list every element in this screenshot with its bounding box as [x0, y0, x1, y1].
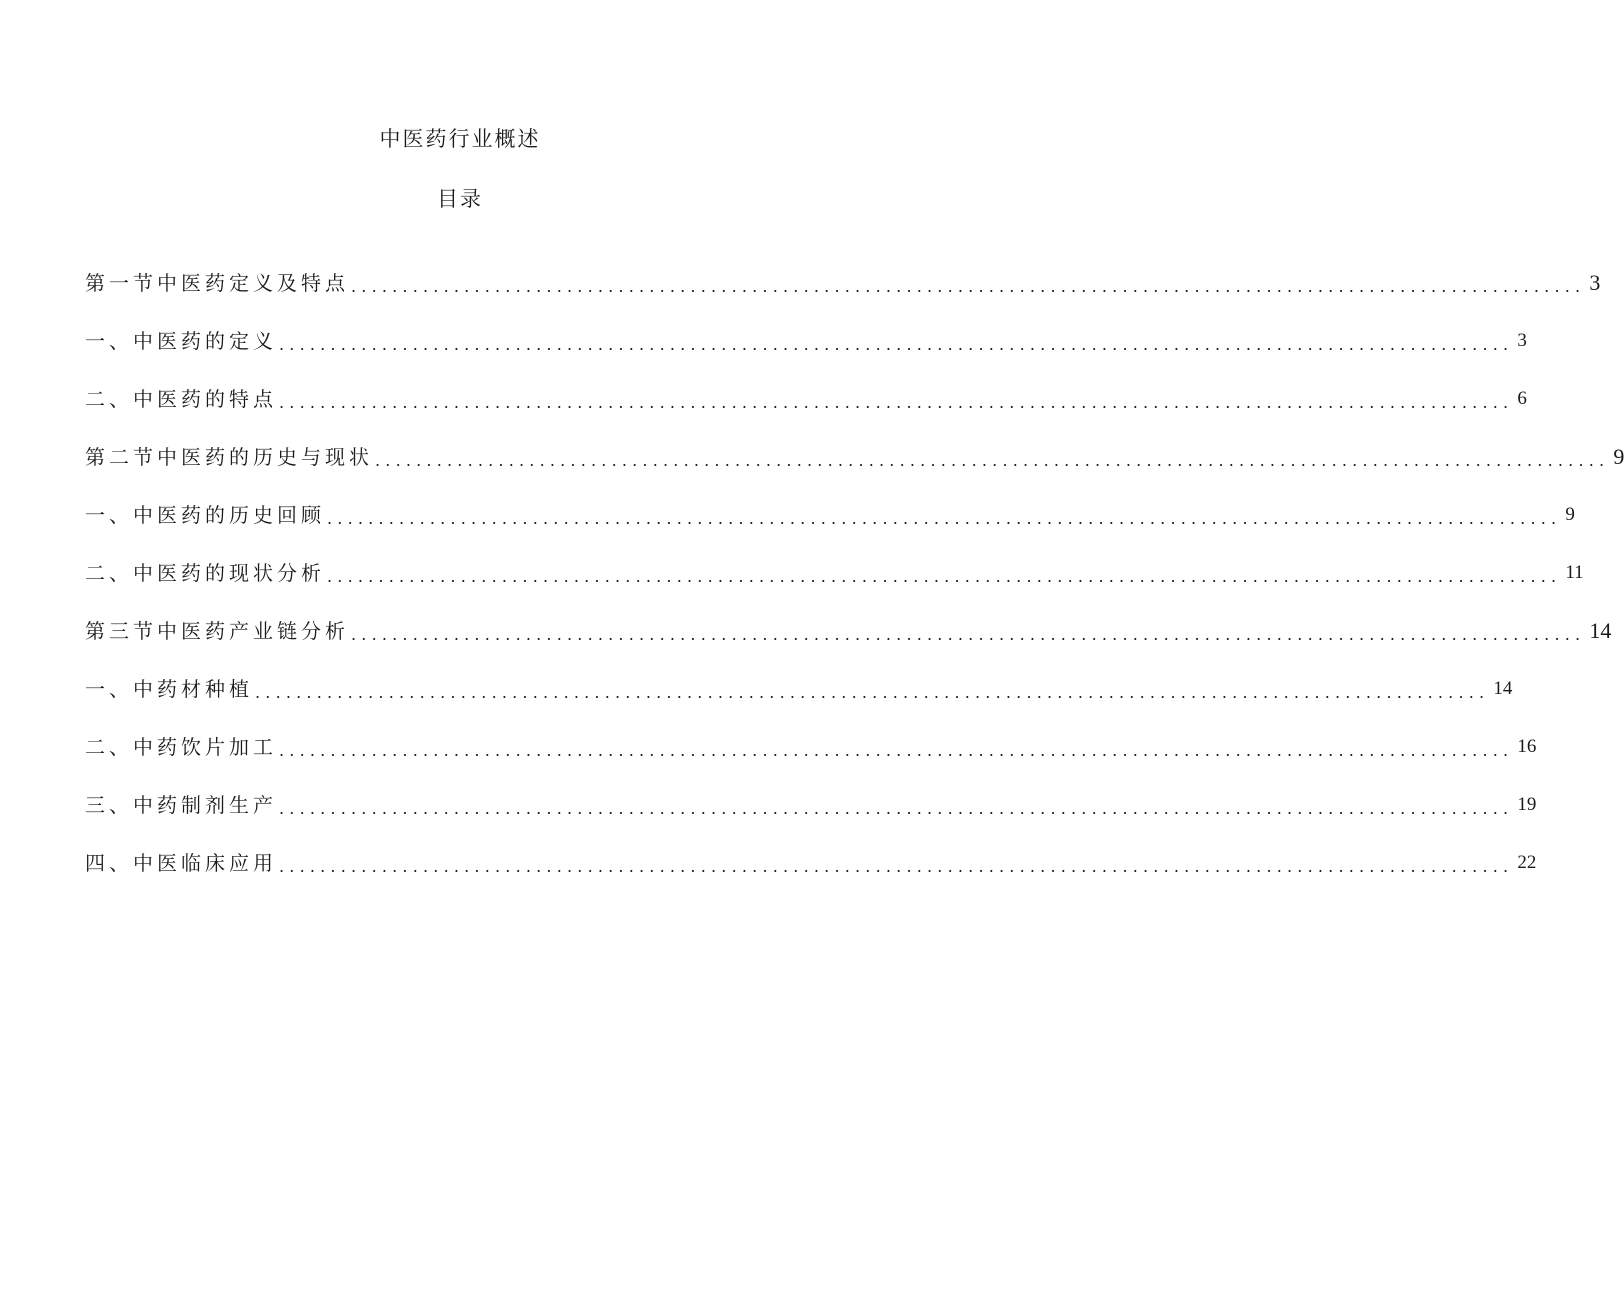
toc-entry-label: 第一节中医药定义及特点 — [85, 271, 349, 295]
toc-dot-leader: ........................................................................................................................ — [375, 451, 1610, 470]
toc-page-number: 14 — [1493, 678, 1513, 699]
toc-entry[interactable] — [85, 762, 1537, 820]
toc-dot-leader: ........................................................................................................................ — [279, 741, 1514, 760]
toc-entry[interactable] — [85, 240, 1601, 298]
toc-entry-label: 第二节中医药的历史与现状 — [85, 445, 373, 469]
toc-entry-label: 第三节中医药产业链分析 — [85, 619, 349, 643]
toc-page-number: 6 — [1517, 388, 1527, 409]
toc-entry-label: 四、中医临床应用 — [85, 851, 277, 875]
table-of-contents — [85, 240, 1624, 878]
toc-entry-label: 一、中药材种植 — [85, 677, 253, 701]
toc-entry[interactable] — [85, 414, 1624, 472]
toc-dot-leader: ........................................................................................................................ — [351, 625, 1586, 644]
toc-entry[interactable] — [85, 472, 1575, 530]
toc-entry-label: 一、中医药的定义 — [85, 329, 277, 353]
toc-page-number: 14 — [1589, 618, 1612, 643]
toc-heading: 目录 — [437, 187, 483, 211]
toc-dot-leader: ........................................................................................................................ — [255, 683, 1490, 702]
toc-entry-label: 二、中医药的现状分析 — [85, 561, 325, 585]
toc-page-number: 3 — [1517, 330, 1527, 351]
toc-entry[interactable] — [85, 704, 1537, 762]
toc-entry-label: 一、中医药的历史回顾 — [85, 503, 325, 527]
toc-dot-leader: ........................................................................................................................ — [279, 857, 1514, 876]
toc-page-number: 9 — [1613, 444, 1624, 469]
toc-entry[interactable] — [85, 356, 1527, 414]
toc-page-number: 11 — [1565, 562, 1584, 583]
toc-entry-label: 三、中药制剂生产 — [85, 793, 277, 817]
toc-entry[interactable] — [85, 588, 1612, 646]
toc-dot-leader: ........................................................................................................................ — [327, 567, 1562, 586]
document-title: 中医药行业概述 — [379, 127, 541, 151]
toc-page-number: 16 — [1517, 736, 1537, 757]
toc-page-number: 3 — [1589, 270, 1601, 295]
toc-entry[interactable] — [85, 298, 1527, 356]
toc-entry[interactable] — [85, 646, 1513, 704]
toc-dot-leader: ........................................................................................................................ — [327, 509, 1562, 528]
toc-dot-leader: ........................................................................................................................ — [279, 335, 1514, 354]
toc-entry-label: 二、中医药的特点 — [85, 387, 277, 411]
toc-entry[interactable] — [85, 820, 1537, 878]
toc-page-number: 19 — [1517, 794, 1537, 815]
toc-entry-label: 二、中药饮片加工 — [85, 735, 277, 759]
toc-entry[interactable] — [85, 530, 1584, 588]
toc-page-number: 22 — [1517, 852, 1537, 873]
toc-dot-leader: ........................................................................................................................ — [351, 277, 1586, 296]
toc-dot-leader: ........................................................................................................................ — [279, 393, 1514, 412]
toc-dot-leader: ........................................................................................................................ — [279, 799, 1514, 818]
toc-page-number: 9 — [1565, 504, 1575, 525]
